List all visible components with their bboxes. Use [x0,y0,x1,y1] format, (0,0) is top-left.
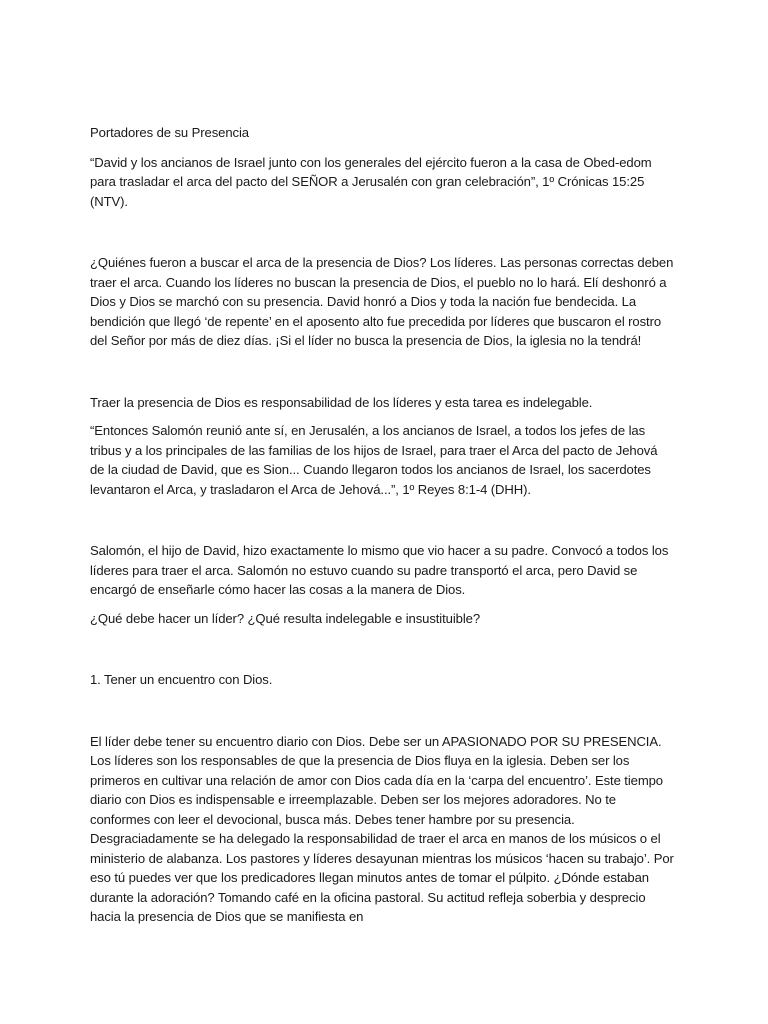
body-paragraph-3: Salomón, el hijo de David, hizo exactamente lo mismo que vio hacer a su padre. Convocó a todos los líderes para traer el arca. Salomón no estuvo cuando su padre transportó el arca, pero David se encargó de enseñarle cómo hacer las cosas a la manera de Dios. [90,543,669,597]
scripture-quote-1: “David y los ancianos de Israel junto con los generales del ejército fueron a la casa de Obed-edom para trasladar el arca del pacto del SEÑOR a Jerusalén con gran celebración”, 1º Crónicas 15:25 (NTV). [90,154,652,209]
document-title: Portadores de su Presencia [90,125,249,140]
question-line: ¿Qué debe hacer un líder? ¿Qué resulta indelegable e insustituible? [90,610,481,626]
body-paragraph-1: ¿Quiénes fueron a buscar el arca de la presencia de Dios? Los líderes. Las personas correctas deben traer el arca. Cuando los líderes no buscan la presencia de Dios, el pueblo no lo hará. Elí deshonró a Dios y Dios se marchó con su presencia. David honró a Dios y toda la nación fue bendecida. La bendición que llegó ‘de repente’ en el aposento alto fue precedida por líderes que buscaron el rostro del Señor por más de diez días. ¡Si el líder no busca la presencia de Dios, la iglesia no la tendrá! [90,255,674,348]
body-paragraph-2: Traer la presencia de Dios es responsabilidad de los líderes y esta tarea es indelegable. [90,394,593,410]
scripture-quote-2: “Entonces Salomón reunió ante sí, en Jerusalén, a los ancianos de Israel, a todos los jefes de las tribus y a los principales de las familias de los hijos de Israel, para traer el Arca del pacto de Jehová de la ciudad de David, que es Sion... Cuando llegaron todos los ancianos de Israel, los sacerdotes levantaron el Arca, y trasladaron el Arca de Jehová...”, 1º Reyes 8:1-4 (DHH). [90,423,658,497]
section-heading-1: 1. Tener un encuentro con Dios. [90,672,273,687]
body-paragraph-4: El líder debe tener su encuentro diario con Dios. Debe ser un APASIONADO POR SU PRESENCIA. Los líderes son los responsables de que la presencia de Dios fluya en la iglesia. Deben ser los primeros en cultivar una relación de amor con Dios cada día en la ‘carpa del encuentro’. Este tiempo diario con Dios es indispensable e irreemplazable. Deben ser los mejores adoradores. No te conformes con leer el devocional, busca más. Debes tener hambre por su presencia. Desgraciadamente se ha delegado la responsabilidad de traer el arca en manos de los músicos o el ministerio de alabanza. Los pastores y líderes desayunan mientras los músicos ‘hacen su trabajo’. Por eso tú puedes ver que los predicadores llegan minutos antes de tomar el púlpito. ¿Dónde estaban durante la adoración? Tomando café en la oficina pastoral. Su actitud refleja soberbia y desprecio hacia la presencia de Dios que se manifiesta en [90,733,674,924]
